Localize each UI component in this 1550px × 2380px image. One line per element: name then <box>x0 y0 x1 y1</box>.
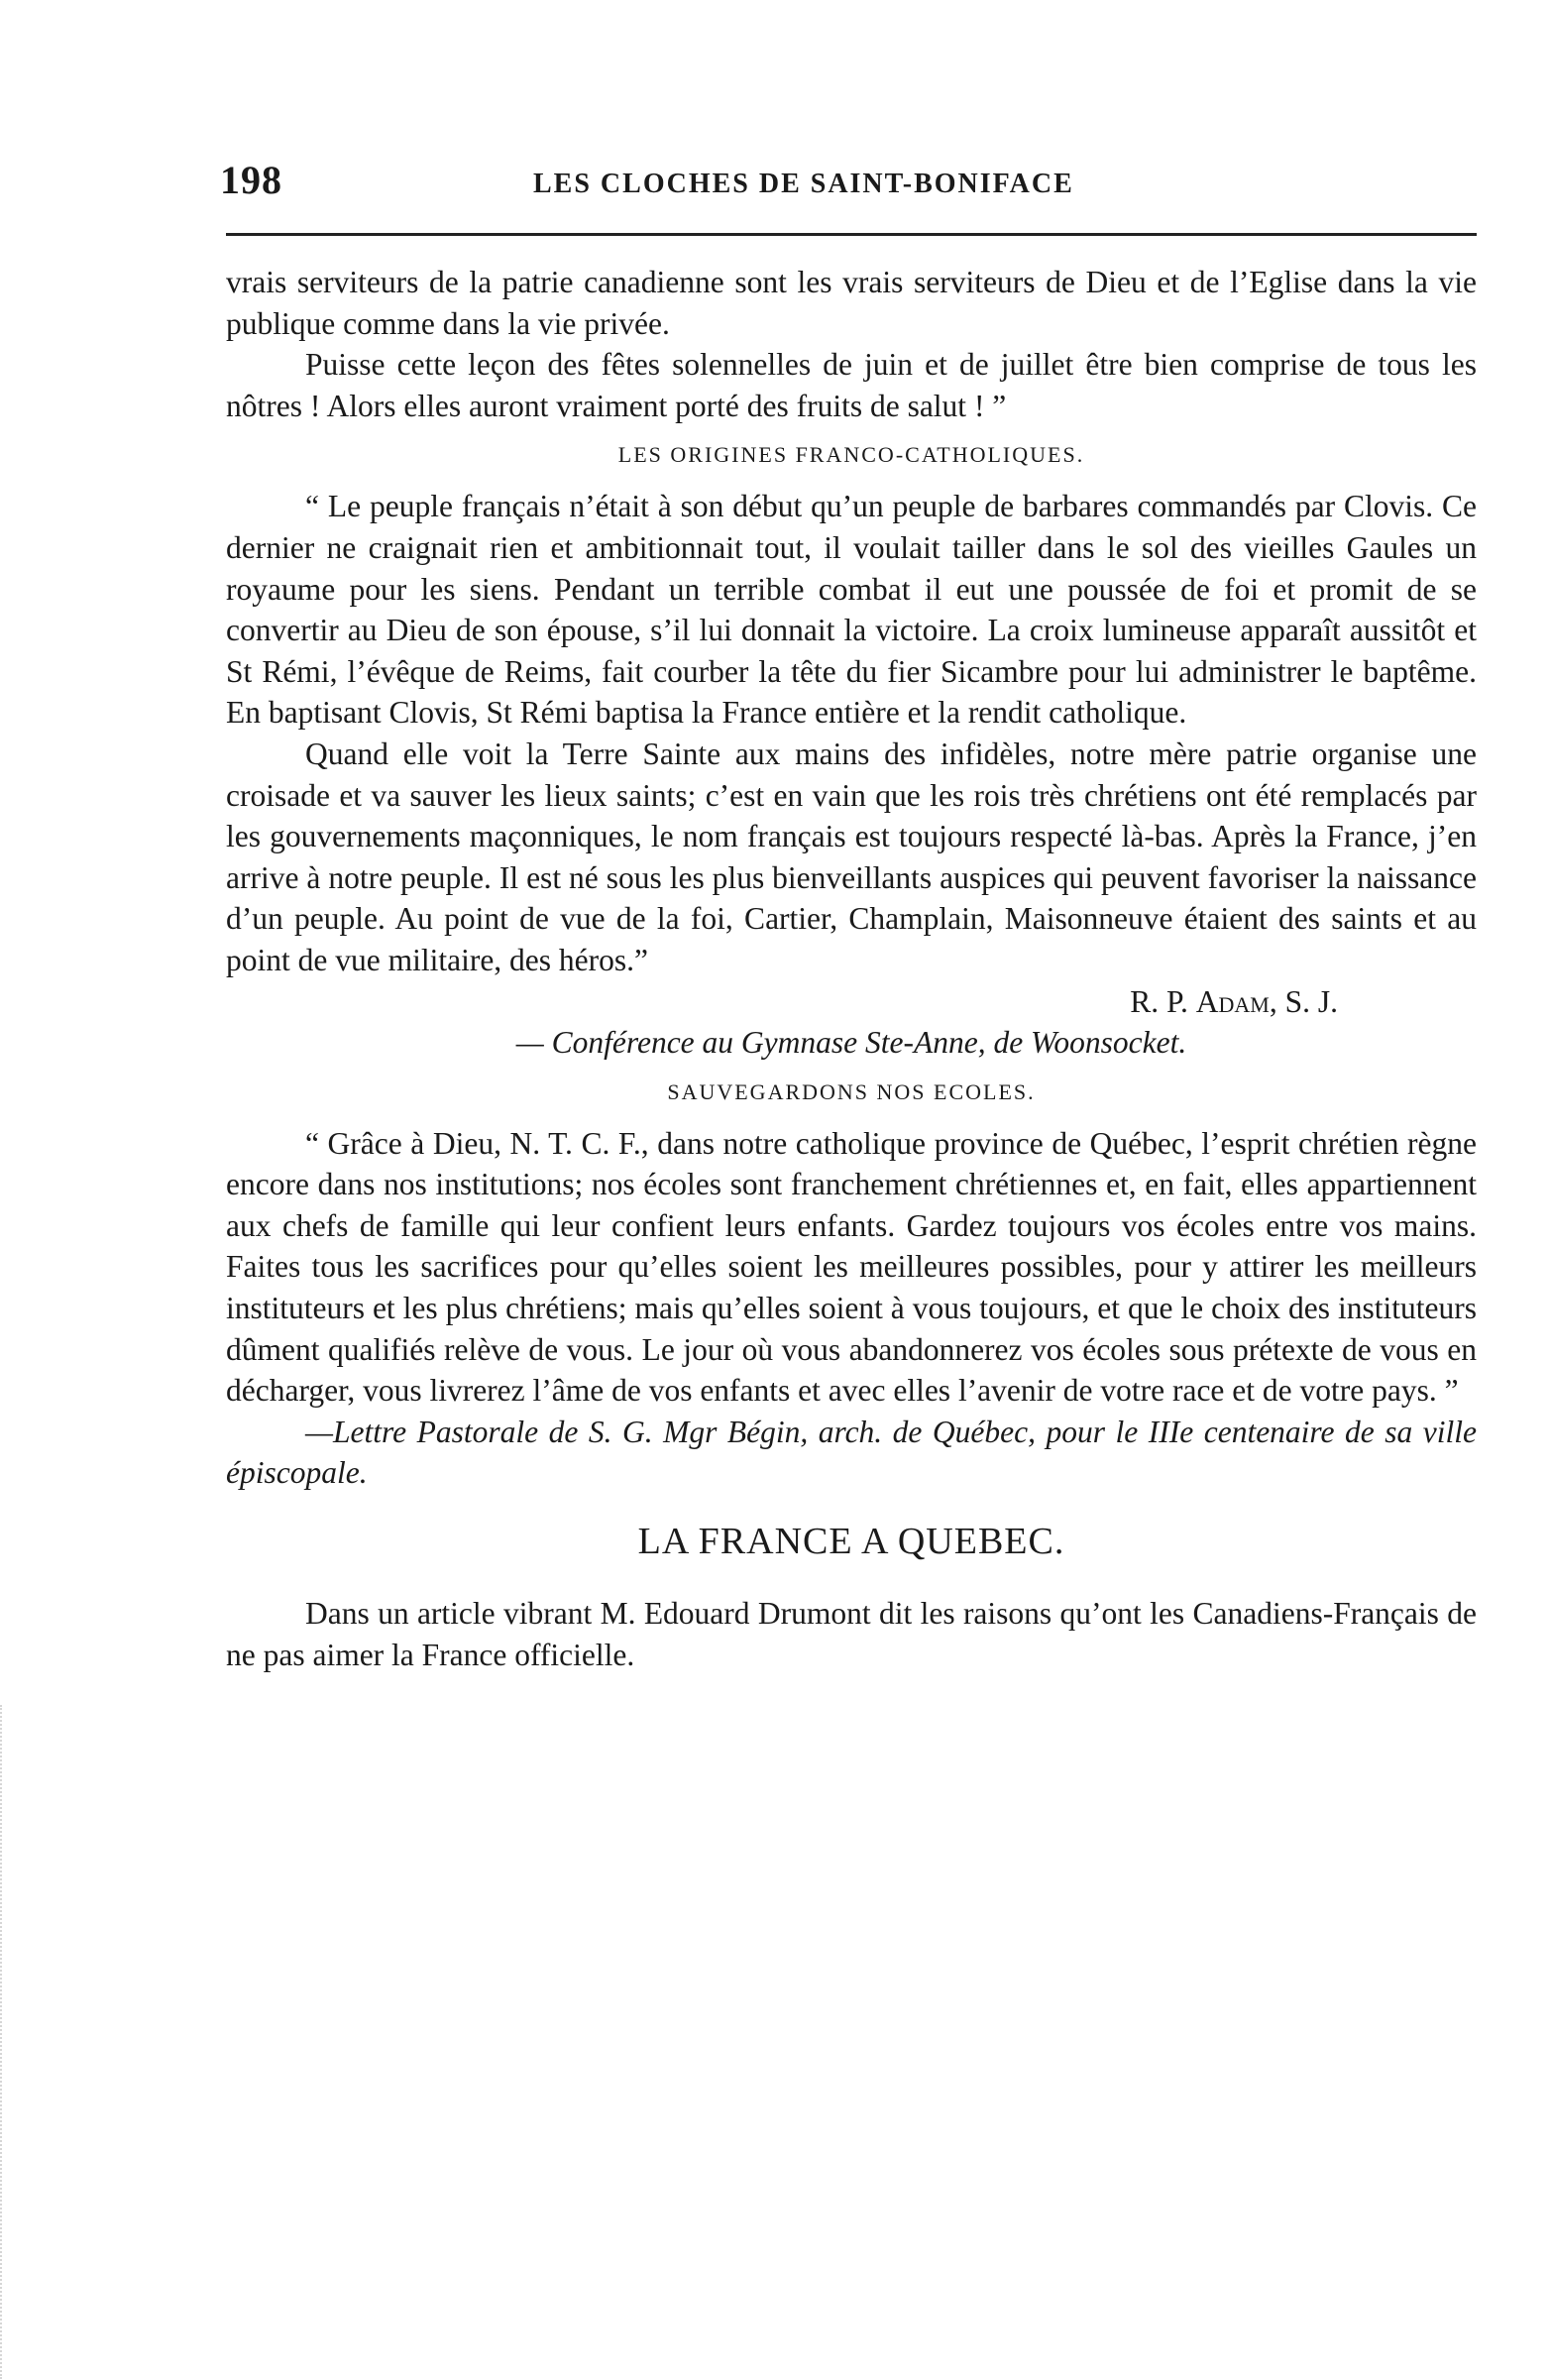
paragraph-ecoles: “ Grâce à Dieu, N. T. C. F., dans notre catholique province de Québec, l’esprit chrétien règne encore dans nos institutions; nos écoles sont franchement chrétiennes et, en fait, elles appartiennent aux chefs de famille qui leur confient leurs enfants. Gardez toujours vos écoles entre vos mains. Faites tous les sacrifices pour qu’elles soient les meilleures possibles, pour y attirer les meilleurs instituteurs et les plus chrétiens; mais qu’elles soient à vous toujours, et que le choix des instituteurs dûment qualifiés relève de vous. Le jour où vous abandonnerez vos écoles sous prétexte de vous en décharger, vous livrerez l’âme de vos enfants et avec elles l’avenir de votre race et de votre pays. ” <box>226 1125 1477 1409</box>
section-heading-origines: LES ORIGINES FRANCO-CATHOLIQUES. <box>617 442 1085 468</box>
section-heading-ecoles: SAUVEGARDONS NOS ECOLES. <box>667 1078 1036 1104</box>
article-heading-france-quebec: LA FRANCE A QUEBEC. <box>637 1521 1065 1563</box>
header-rule <box>226 233 1477 236</box>
source-lettre-text: —Lettre Pastorale de S. G. Mgr Bégin, arch. de Québec, pour le IIIe centenaire de sa ville épiscopale. <box>226 1414 1477 1491</box>
page-number: 198 <box>220 158 282 202</box>
signature-name: Adam <box>1195 983 1270 1019</box>
paragraph-lecon: Puisse cette leçon des fêtes solennelles de juin et de juillet être bien comprise de tous les nôtres ! Alors elles auront vraiment porté des fruits de salut ! ” <box>226 347 1477 423</box>
signature-prefix: R. P. <box>1130 983 1196 1019</box>
paragraph-drumont: Dans un article vibrant M. Edouard Drumont dit les raisons qu’ont les Canadiens-Français de ne pas aimer la France officielle. <box>226 1596 1477 1672</box>
signature-suffix: , S. J. <box>1269 983 1338 1019</box>
source-lettre-pastorale <box>226 1412 1477 1494</box>
running-title: LES CLOCHES DE SAINT-BONIFACE <box>533 169 1074 199</box>
source-conference: — Conférence au Gymnase Ste-Anne, de Woonsocket. <box>515 1025 1187 1061</box>
paragraph-continuation: vrais serviteurs de la patrie canadienne sont les vrais serviteurs de Dieu et de l’Eglise dans la vie publique comme dans la vie privée. <box>226 265 1477 341</box>
binding-edge-marks <box>0 1705 16 2379</box>
paragraph-clovis: “ Le peuple français n’était à son début qu’un peuple de barbares commandés par Clovis. Ce dernier ne craignait rien et ambitionnait tout, il voulait tailler dans le sol des vieilles Gaules un royaume pour les siens. Pendant un terrible combat il eut une poussée de foi et promit de se convertir au Dieu de son épouse, s’il lui donnait la victoire. La croix lumineuse apparaît aussitôt et St Rémi, l’évêque de Reims, fait courber la tête du fier Sicambre pour lui administrer le baptême. En baptisant Clovis, St Rémi baptisa la France entière et la rendit catholique. <box>226 489 1477 731</box>
paragraph-terre-sainte: Quand elle voit la Terre Sainte aux mains des infidèles, notre mère patrie organise une croisade et va sauver les lieux saints; c’est en vain que les rois très chrétiens ont été remplacés par les gouvernements maçonniques, le nom français est toujours respecté là-bas. Après la France, j’en arrive à notre peuple. Il est né sous les plus bienveillants auspices qui peuvent favoriser la naissance d’un peuple. Au point de vue de la foi, Cartier, Champlain, Maisonneuve étaient des saints et au point de vue militaire, des héros.” <box>226 736 1477 977</box>
signature-adam <box>226 981 1477 1023</box>
page-body <box>226 262 1477 1675</box>
page-header <box>220 157 1477 206</box>
